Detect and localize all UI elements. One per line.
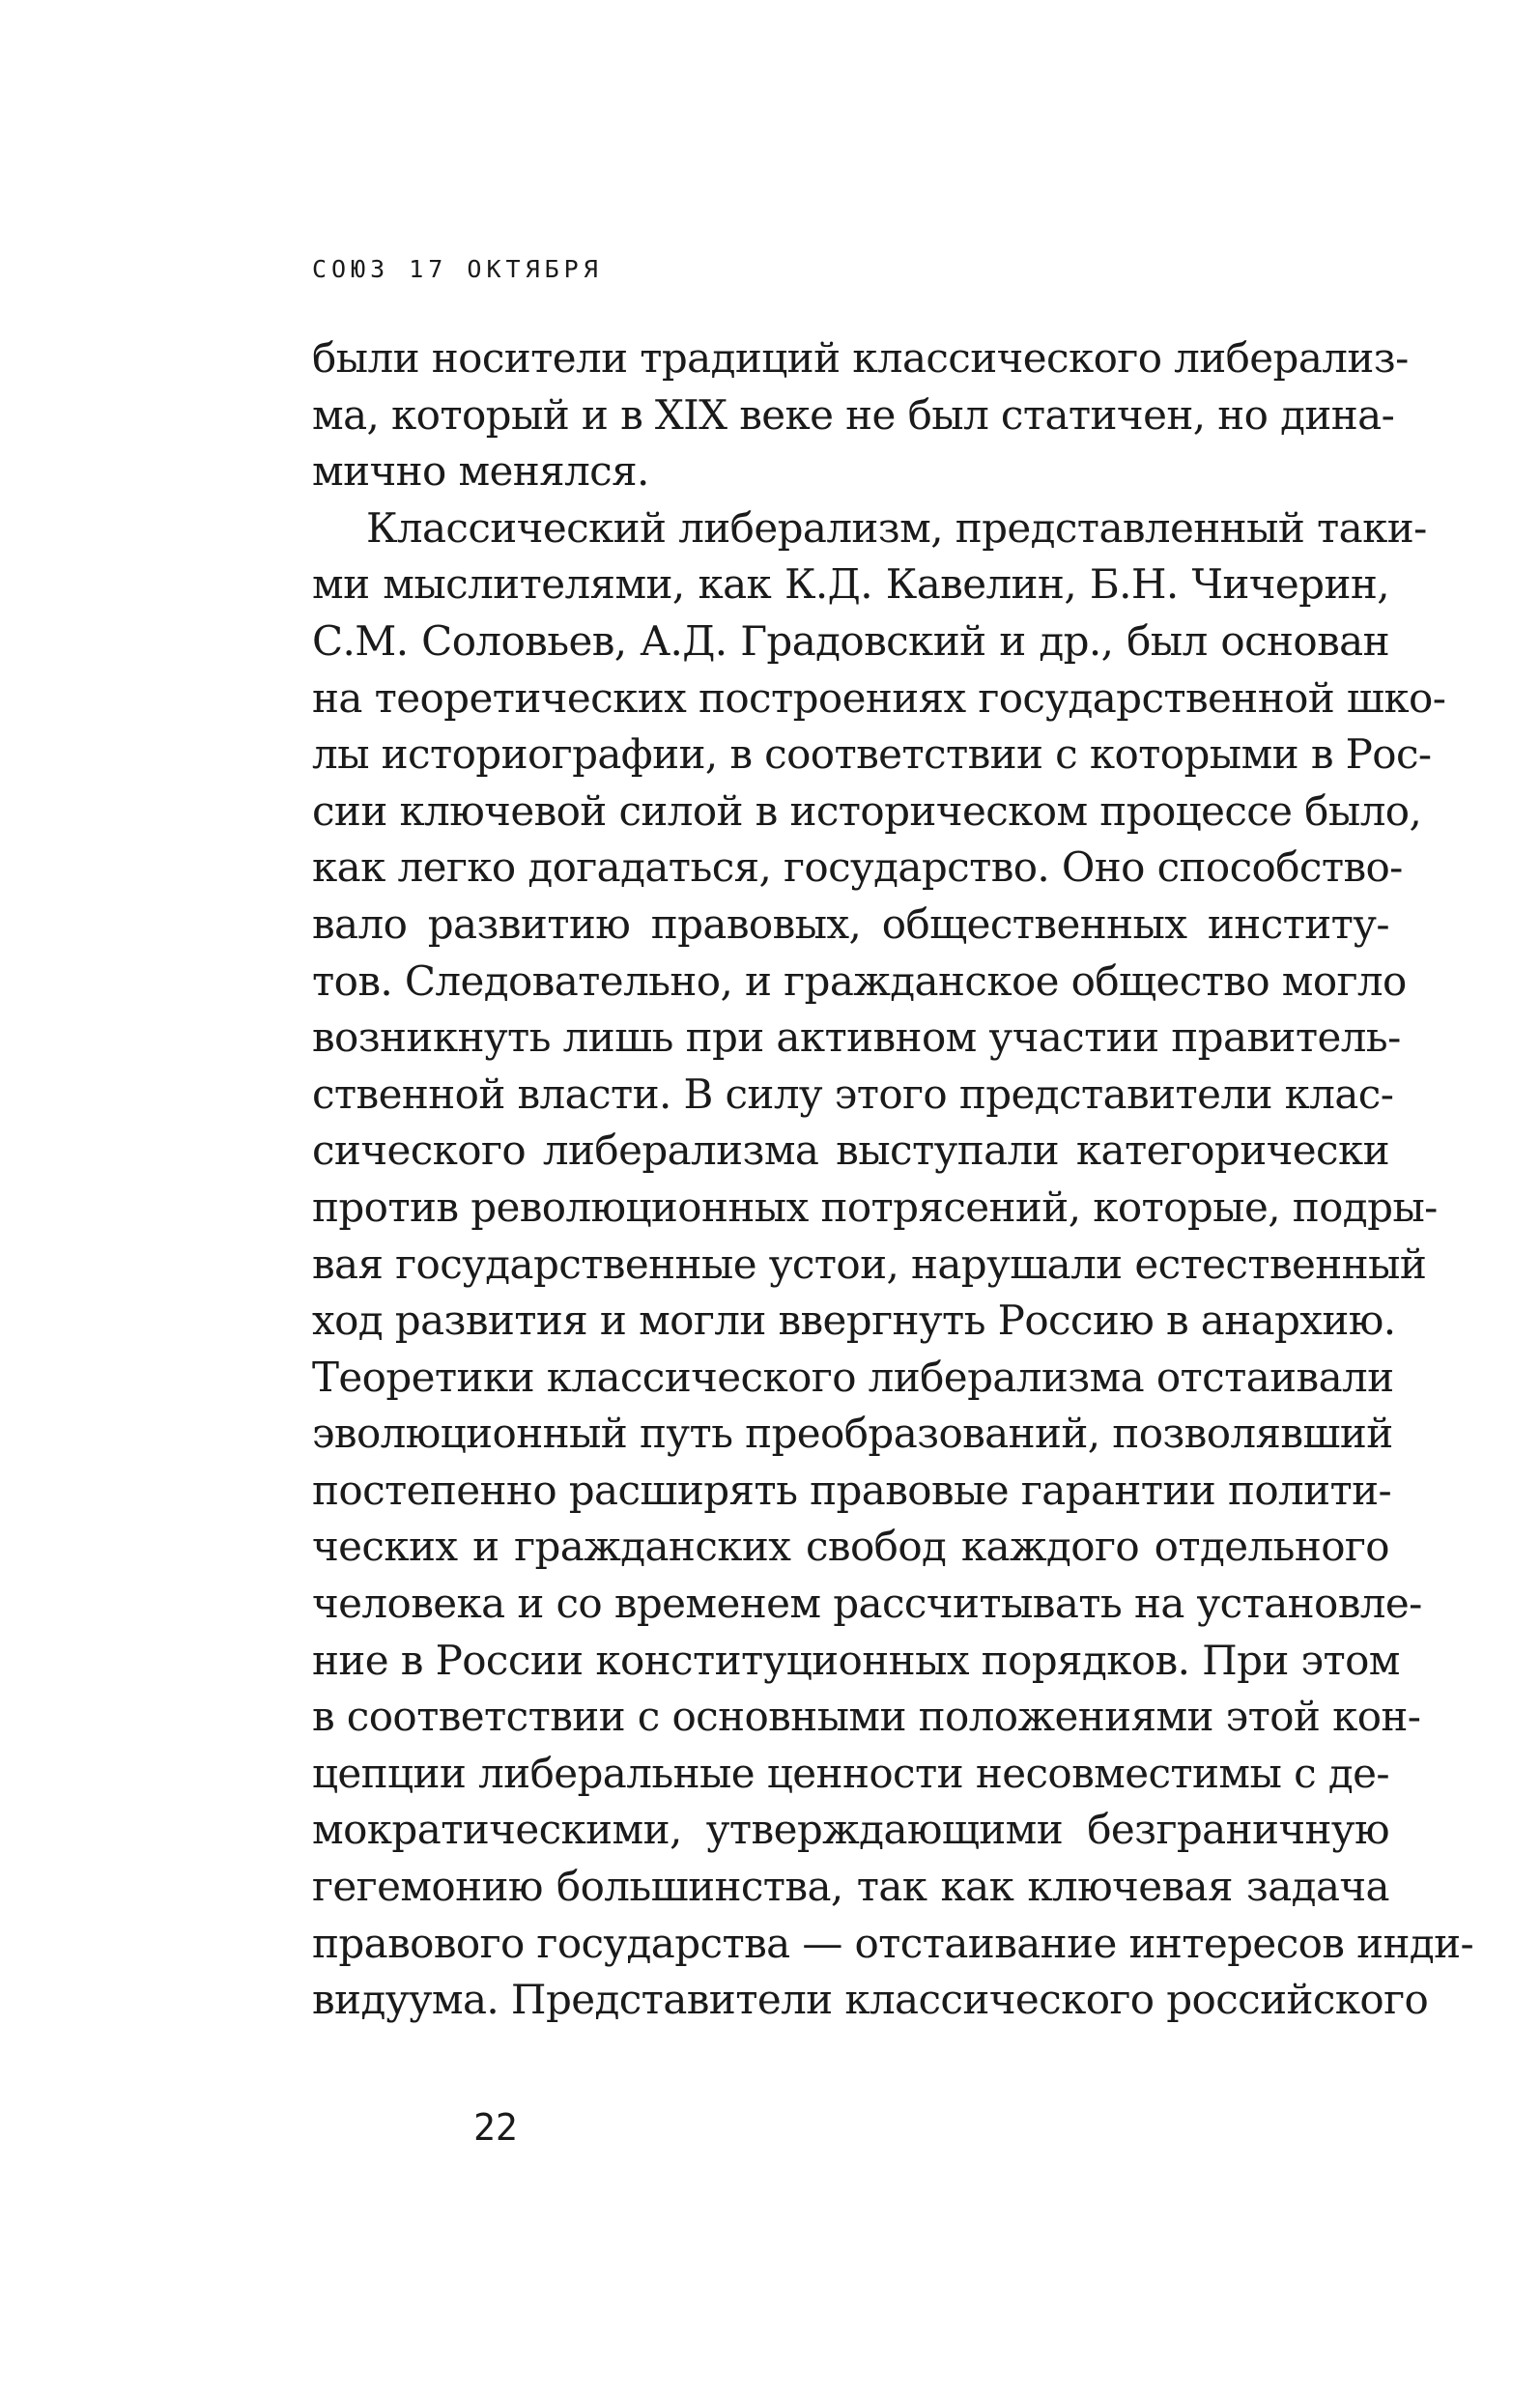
text-line: были носители традиций классического либерализ- [312, 334, 1409, 382]
text-line: возникнуть лишь при активном участии правитель- [312, 1013, 1401, 1062]
text-line: ми мыслителями, как К.Д. Кавелин, Б.Н. Чичерин, [312, 560, 1389, 609]
text-line: С.М. Соловьев, А.Д. Градовский и др., был основан [312, 616, 1389, 665]
text-line: тов. Следовательно, и гражданское общество могло [312, 956, 1407, 1005]
text-line: ческих и гражданских свобод каждого отдельного [312, 1523, 1389, 1571]
text-line: ние в России конституционных порядков. При этом [312, 1636, 1400, 1684]
text-line: человека и со временем рассчитывать на установле- [312, 1580, 1422, 1628]
text-line: сического либерализма выступали категорически [312, 1127, 1389, 1175]
text-line: сии ключевой силой в историческом процессе было, [312, 786, 1422, 835]
body-text [312, 330, 1474, 2029]
text-line: вало развитию правовых, общественных институ- [312, 899, 1389, 948]
text-line: против революционных потрясений, которые, подры- [312, 1183, 1438, 1231]
text-line: ход развития и могли ввергнуть Россию в анархию. [312, 1297, 1396, 1345]
running-head: СОЮЗ 17 ОКТЯБРЯ [312, 255, 603, 283]
text-line: в соответствии с основными положениями этой кон- [312, 1693, 1421, 1741]
text-line: на теоретических построениях государственной шко- [312, 673, 1446, 722]
text-line: цепции либеральные ценности несовместимы с де- [312, 1749, 1389, 1797]
text-line: эволюционный путь преобразований, позволявший [312, 1410, 1393, 1458]
text-line: как легко догадаться, государство. Оно способство- [312, 843, 1403, 892]
text-line: мично менялся. [312, 447, 649, 496]
text-line: постепенно расширять правовые гарантии полити- [312, 1466, 1392, 1514]
text-line: ственной власти. В силу этого представители клас- [312, 1070, 1394, 1118]
text-line: лы историографии, в соответствии с которыми в Рос- [312, 730, 1432, 779]
text-line: правового государства — отстаивание интересов инди- [312, 1919, 1474, 1967]
text-line: Теоретики классического либерализма отстаивали [312, 1353, 1394, 1401]
text-line: вая государственные устои, нарушали естественный [312, 1240, 1427, 1288]
text-line: видуума. Представители классического российского [312, 1976, 1429, 2024]
text-line: мократическими, утверждающими безграничную [312, 1806, 1389, 1854]
text-line: ма, который и в XIX веке не был статичен, но дина- [312, 390, 1395, 439]
text-line: Классический либерализм, представленный таки- [366, 503, 1427, 552]
page-number: 22 [473, 2106, 518, 2149]
text-line: гегемонию большинства, так как ключевая задача [312, 1863, 1389, 1911]
